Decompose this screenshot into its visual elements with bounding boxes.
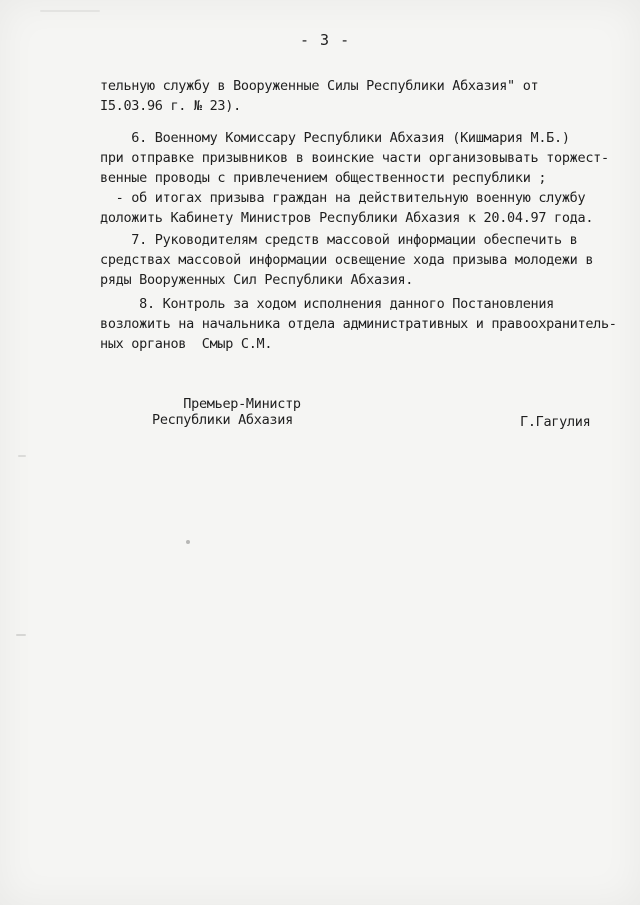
signatory-name: Г.Гагулия (520, 414, 591, 430)
paragraph-6: 6. Военному Комиссару Республики Абхазия (Кишмария М.Б.) при отправке призывников в воинские части организовывать торжест- венные проводы с привлечением общественности республики ; - об итогах призыва граждан на действительную военную службу доложить Кабинету Министров Республики Абхазия к 20.04.97 года. (100, 130, 609, 226)
scan-artifact (40, 10, 100, 12)
margin-mark (16, 634, 26, 636)
paragraph-7: 7. Руководителям средств массовой информации обеспечить в средствах массовой информации освещение хода призыва молодежи в ряды Вооруженных Сил Республики Абхазия. (100, 232, 594, 288)
paragraph-continuation: тельную службу в Вооруженные Силы Республики Абхазия" от I5.03.96 г. № 23). (100, 78, 539, 114)
page-number: - 3 - (300, 31, 351, 49)
signatory-title: Премьер-Министр Республики Абхазия (152, 396, 301, 428)
paragraph-8: 8. Контроль за ходом исполнения данного Постановления возложить на начальника отдела административных и правоохранитель- ных органов Смыр С.М. (100, 296, 617, 352)
margin-mark (18, 455, 26, 457)
ink-speck (186, 540, 190, 544)
